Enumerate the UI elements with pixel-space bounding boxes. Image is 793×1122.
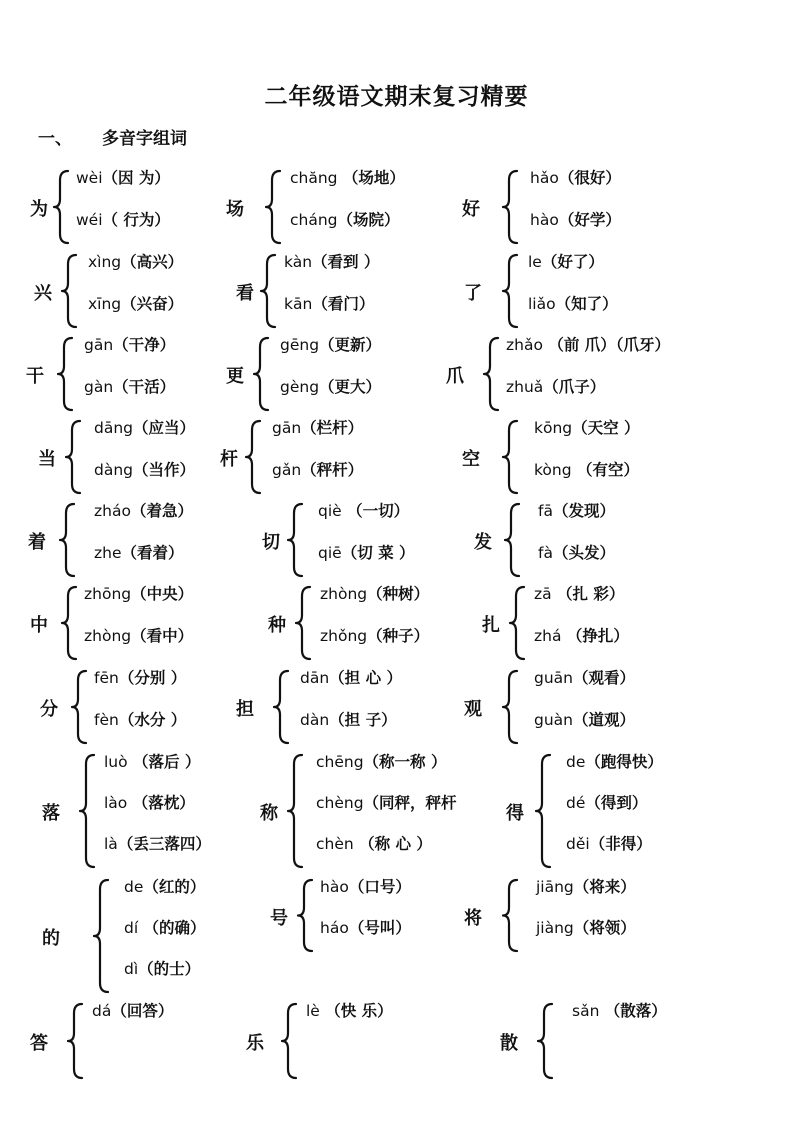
pinyin: fèn — [94, 711, 119, 729]
reading-item — [94, 499, 193, 521]
reading-item — [76, 208, 170, 230]
entry-character: 发 — [474, 532, 492, 553]
reading-item — [124, 957, 200, 979]
reading-item — [566, 791, 647, 813]
curly-brace — [512, 586, 532, 660]
example-words: （种子） — [367, 627, 430, 645]
pinyin: dì — [124, 960, 139, 978]
reading-item — [84, 624, 193, 646]
example-words: （干净） — [113, 336, 176, 354]
example-words: （应当） — [133, 419, 196, 437]
curly-brace — [300, 879, 320, 952]
example-words: （道观） — [573, 711, 636, 729]
brace-stroke — [288, 755, 302, 867]
pinyin: zhǎo — [506, 336, 543, 354]
curly-brace — [505, 254, 525, 328]
brace-stroke — [54, 171, 68, 243]
reading-item — [290, 166, 405, 188]
reading-item — [536, 875, 636, 897]
pinyin: dí — [124, 919, 139, 937]
pinyin: gēng — [280, 336, 320, 354]
entry-character: 看 — [236, 283, 254, 304]
reading-item — [320, 624, 429, 646]
example-words: （红的） — [143, 878, 206, 896]
curly-brace — [507, 503, 527, 577]
entry-character: 得 — [506, 803, 524, 824]
example-words: （前 爪）（爪牙） — [542, 336, 670, 354]
example-words: （当作） — [133, 461, 196, 479]
curly-brace — [62, 503, 82, 577]
pinyin: dàn — [300, 711, 330, 729]
example-words: （好了） — [541, 253, 604, 271]
entry-character: 落 — [42, 803, 60, 824]
pinyin: chèn — [316, 835, 354, 853]
example-words: （切 菜 ） — [341, 544, 415, 562]
example-words: （的士） — [138, 960, 201, 978]
example-words: （干活） — [113, 378, 176, 396]
brace-stroke — [66, 421, 80, 493]
entry-character: 分 — [40, 699, 58, 720]
entry-character: 了 — [464, 283, 482, 304]
pinyin: hào — [320, 878, 349, 896]
example-words: （落枕） — [127, 794, 195, 812]
brace-stroke — [254, 338, 268, 410]
pinyin: guàn — [534, 711, 573, 729]
reading-item — [290, 208, 400, 230]
pinyin: qiē — [318, 544, 342, 562]
entry-character: 观 — [464, 699, 482, 720]
example-words: （将领） — [573, 919, 636, 937]
example-words: （栏杆） — [301, 419, 364, 437]
example-words: （好学） — [558, 211, 621, 229]
example-words: （快 乐） — [319, 1002, 393, 1020]
pinyin: lè — [306, 1002, 320, 1020]
example-words: （因 为） — [102, 169, 170, 187]
pinyin: lào — [104, 794, 128, 812]
brace-stroke — [246, 421, 260, 493]
example-words: （同秤，秤杆 — [363, 794, 457, 812]
curly-brace — [298, 586, 318, 660]
brace-stroke — [503, 255, 517, 327]
pinyin: xīng — [88, 295, 122, 313]
brace-stroke — [510, 587, 524, 659]
curly-brace — [70, 1003, 90, 1079]
example-words: （种树） — [367, 585, 430, 603]
entry-character: 切 — [262, 532, 280, 553]
entry-character: 的 — [42, 928, 60, 949]
pinyin: gǎn — [272, 461, 302, 479]
entry-character: 兴 — [34, 283, 52, 304]
example-words: （称 心 ） — [353, 835, 432, 853]
reading-item — [318, 499, 409, 521]
example-words: （秤杆） — [301, 461, 364, 479]
example-words: （看门） — [312, 295, 375, 313]
example-words: （更新） — [319, 336, 382, 354]
pinyin: dá — [92, 1002, 112, 1020]
brace-stroke — [288, 504, 302, 576]
reading-item — [320, 875, 411, 897]
example-words: （丢三落四） — [117, 835, 211, 853]
reading-item — [536, 916, 636, 938]
pinyin: jiāng — [536, 878, 574, 896]
reading-item — [272, 458, 363, 480]
reading-item — [320, 916, 411, 938]
pinyin: kòng — [534, 461, 572, 479]
curly-brace — [505, 420, 525, 494]
pinyin: le — [528, 253, 542, 271]
example-words: （天空 ） — [572, 419, 640, 437]
brace-stroke — [261, 255, 275, 327]
entry-character: 爪 — [446, 366, 464, 387]
pinyin: liǎo — [528, 295, 556, 313]
brace-stroke — [94, 880, 108, 992]
reading-item — [300, 666, 402, 688]
pinyin: zā — [534, 585, 552, 603]
entry-character: 着 — [28, 532, 46, 553]
reading-item — [94, 458, 195, 480]
reading-item — [534, 624, 629, 646]
example-words: （跑得快） — [585, 753, 663, 771]
reading-item — [306, 999, 393, 1021]
entry-character: 当 — [38, 449, 56, 470]
curly-brace — [505, 879, 525, 952]
example-words: （兴奋） — [121, 295, 184, 313]
pinyin: fà — [538, 544, 553, 562]
example-words: （看中） — [131, 627, 194, 645]
example-words: （场院） — [337, 211, 400, 229]
curly-brace — [290, 754, 310, 868]
pinyin: sǎn — [572, 1002, 600, 1020]
curly-brace — [74, 670, 94, 744]
reading-item — [538, 541, 615, 563]
brace-stroke — [274, 671, 288, 743]
entry-character: 杆 — [220, 449, 238, 470]
reading-item — [284, 292, 374, 314]
reading-item — [124, 875, 205, 897]
brace-stroke — [538, 1004, 552, 1078]
reading-item — [88, 250, 183, 272]
reading-item — [280, 333, 381, 355]
reading-item — [92, 999, 173, 1021]
pinyin: chēng — [316, 753, 364, 771]
example-words: （ 行为） — [102, 211, 170, 229]
example-words: （落后 ） — [127, 753, 201, 771]
reading-item — [534, 666, 635, 688]
pinyin: háo — [320, 919, 349, 937]
brace-stroke — [266, 171, 280, 243]
reading-item — [534, 416, 640, 438]
reading-item — [124, 916, 206, 938]
reading-item — [528, 250, 604, 272]
example-words: （有空） — [571, 461, 639, 479]
reading-item — [316, 791, 457, 813]
example-words: （更大） — [319, 378, 382, 396]
reading-item — [280, 375, 381, 397]
reading-item — [94, 541, 184, 563]
example-words: （扎 彩） — [551, 585, 625, 603]
reading-item — [572, 999, 667, 1021]
pinyin: là — [104, 835, 118, 853]
reading-item — [528, 292, 618, 314]
pinyin: chèng — [316, 794, 364, 812]
pinyin: zhá — [534, 627, 562, 645]
pinyin: qiè — [318, 502, 342, 520]
pinyin: zhe — [94, 544, 122, 562]
pinyin: kān — [284, 295, 313, 313]
reading-item — [84, 333, 175, 355]
pinyin: xìng — [88, 253, 122, 271]
brace-stroke — [68, 1004, 82, 1078]
section-title: 多音字组词 — [102, 129, 187, 149]
brace-stroke — [536, 755, 550, 867]
reading-item — [84, 582, 193, 604]
entry-character: 更 — [226, 366, 244, 387]
brace-stroke — [503, 671, 517, 743]
reading-item — [316, 750, 446, 772]
pinyin: dāng — [94, 419, 133, 437]
pinyin: kàn — [284, 253, 313, 271]
reading-item — [506, 375, 605, 397]
example-words: （分别 ） — [118, 669, 187, 687]
reading-item — [104, 832, 211, 854]
example-words: （爪子） — [543, 378, 606, 396]
entry-character: 号 — [270, 907, 288, 929]
entry-character: 好 — [462, 199, 480, 220]
example-words: （将来） — [573, 878, 636, 896]
example-words: （一切） — [341, 502, 410, 520]
reading-item — [76, 166, 170, 188]
reading-item — [300, 708, 397, 730]
reading-item — [506, 333, 670, 355]
example-words: （发现） — [552, 502, 615, 520]
brace-stroke — [282, 1004, 296, 1078]
section-heading — [38, 124, 187, 149]
pinyin: zhòng — [320, 585, 368, 603]
reading-item — [534, 458, 639, 480]
example-words: （看着） — [121, 544, 184, 562]
brace-stroke — [62, 255, 76, 327]
section-number: 一、 — [38, 129, 72, 149]
entry-character: 为 — [30, 199, 48, 220]
curly-brace — [96, 879, 116, 993]
example-words: （担 心 ） — [329, 669, 402, 687]
reading-item — [84, 375, 175, 397]
curly-brace — [248, 420, 268, 494]
pinyin: zhuǎ — [506, 378, 544, 396]
reading-item — [530, 166, 621, 188]
reading-item — [316, 832, 432, 854]
pinyin: luò — [104, 753, 128, 771]
example-words: （头发） — [552, 544, 615, 562]
entry-character: 将 — [464, 907, 482, 929]
entry-character: 中 — [30, 615, 48, 636]
entry-character: 空 — [462, 449, 480, 470]
pinyin: dé — [566, 794, 586, 812]
brace-stroke — [298, 880, 312, 951]
reading-item — [538, 499, 615, 521]
example-words: （号叫） — [348, 919, 411, 937]
entry-character: 答 — [30, 1033, 48, 1054]
pinyin: wéi — [76, 211, 103, 229]
reading-item — [94, 708, 186, 730]
pinyin: gèng — [280, 378, 320, 396]
entry-character: 称 — [260, 803, 278, 824]
curly-brace — [290, 503, 310, 577]
reading-item — [530, 208, 621, 230]
brace-stroke — [503, 421, 517, 493]
entry-character: 散 — [500, 1033, 518, 1054]
entry-character: 乐 — [246, 1033, 264, 1054]
pinyin: hǎo — [530, 169, 559, 187]
pinyin: fā — [538, 502, 553, 520]
curly-brace — [486, 337, 506, 411]
brace-stroke — [503, 171, 517, 243]
example-words: （挣扎） — [561, 627, 629, 645]
reading-item — [88, 292, 183, 314]
curly-brace — [256, 337, 276, 411]
example-words: （高兴） — [121, 253, 184, 271]
pinyin: kōng — [534, 419, 573, 437]
brace-stroke — [505, 504, 519, 576]
reading-item — [566, 750, 663, 772]
reading-item — [566, 832, 652, 854]
reading-item — [318, 541, 414, 563]
curly-brace — [60, 337, 80, 411]
reading-item — [272, 416, 363, 438]
curly-brace — [82, 754, 102, 868]
example-words: （水分 ） — [118, 711, 187, 729]
curly-brace — [68, 420, 88, 494]
pinyin: hào — [530, 211, 559, 229]
entry-character: 种 — [268, 615, 286, 636]
entry-character: 场 — [226, 199, 244, 220]
curly-brace — [276, 670, 296, 744]
curly-brace — [505, 670, 525, 744]
pinyin: de — [124, 878, 144, 896]
reading-item — [104, 750, 200, 772]
pinyin: gān — [272, 419, 302, 437]
example-words: （很好） — [558, 169, 621, 187]
example-words: （担 子） — [329, 711, 397, 729]
pinyin: děi — [566, 835, 590, 853]
example-words: （知了） — [555, 295, 618, 313]
brace-stroke — [62, 587, 76, 659]
example-words: （得到） — [585, 794, 648, 812]
example-words: （散落） — [599, 1002, 667, 1020]
reading-item — [94, 666, 186, 688]
example-words: （回答） — [111, 1002, 174, 1020]
entry-character: 扎 — [482, 615, 500, 636]
pinyin: dān — [300, 669, 330, 687]
example-words: （观看） — [573, 669, 636, 687]
curly-brace — [268, 170, 288, 244]
curly-brace — [64, 586, 84, 660]
reading-item — [320, 582, 429, 604]
pinyin: zhòng — [84, 627, 132, 645]
pinyin: chăng — [290, 169, 338, 187]
curly-brace — [284, 1003, 304, 1079]
pinyin: zháo — [94, 502, 131, 520]
curly-brace — [505, 170, 525, 244]
entry-character: 担 — [236, 699, 254, 720]
pinyin: gān — [84, 336, 114, 354]
brace-stroke — [296, 587, 310, 659]
pinyin: zhōng — [84, 585, 132, 603]
reading-item — [534, 582, 624, 604]
reading-item — [284, 250, 379, 272]
brace-stroke — [60, 504, 74, 576]
pinyin: jiàng — [536, 919, 574, 937]
page-title: 二年级语文期末复习精要 — [264, 84, 529, 110]
reading-item — [94, 416, 195, 438]
pinyin: wèi — [76, 169, 103, 187]
example-words: （非得） — [589, 835, 652, 853]
pinyin: de — [566, 753, 586, 771]
pinyin: guān — [534, 669, 573, 687]
example-words: （的确） — [138, 919, 206, 937]
brace-stroke — [58, 338, 72, 410]
example-words: （口号） — [348, 878, 411, 896]
brace-stroke — [503, 880, 517, 951]
brace-stroke — [72, 671, 86, 743]
example-words: （看到 ） — [312, 253, 380, 271]
example-words: （称一称 ） — [363, 753, 447, 771]
pinyin: fēn — [94, 669, 119, 687]
curly-brace — [263, 254, 283, 328]
example-words: （中央） — [131, 585, 194, 603]
reading-item — [104, 791, 195, 813]
brace-stroke — [484, 338, 498, 410]
reading-item — [534, 708, 635, 730]
pinyin: cháng — [290, 211, 338, 229]
pinyin: zhǒng — [320, 627, 368, 645]
curly-brace — [540, 1003, 560, 1079]
example-words: （场地） — [337, 169, 405, 187]
curly-brace — [56, 170, 76, 244]
example-words: （着急） — [130, 502, 193, 520]
entry-character: 干 — [26, 366, 44, 387]
pinyin: gàn — [84, 378, 114, 396]
curly-brace — [64, 254, 84, 328]
brace-stroke — [80, 755, 94, 867]
curly-brace — [538, 754, 558, 868]
pinyin: dàng — [94, 461, 133, 479]
